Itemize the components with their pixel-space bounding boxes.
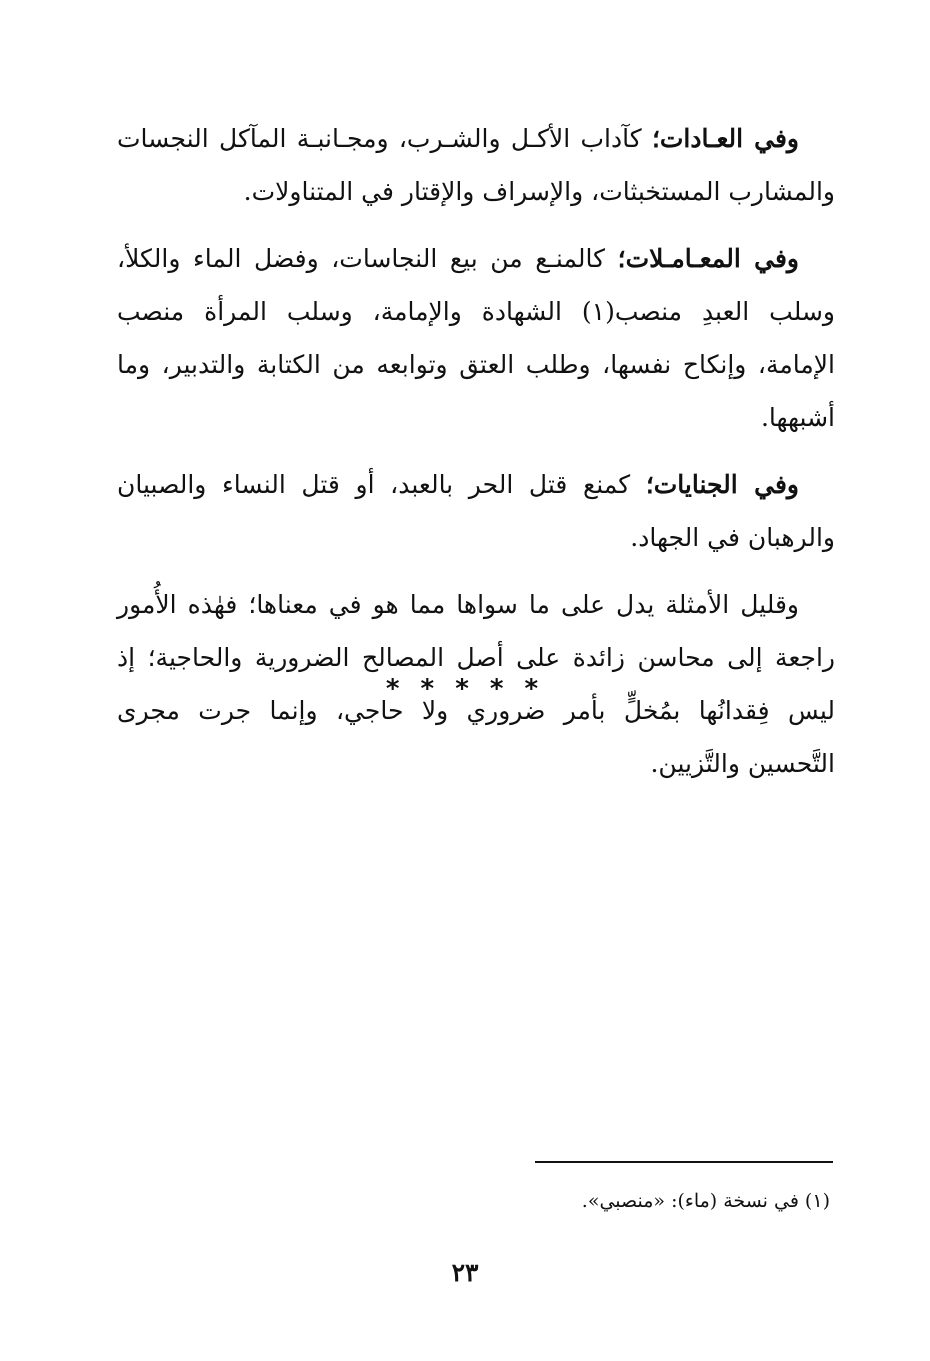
footnote: (١) في نسخة (ماء): «منصبي».: [581, 1190, 830, 1212]
paragraph-crimes: [117, 458, 835, 564]
paragraph-lead: وفي المعـامـلات؛: [617, 244, 800, 273]
paragraph-body: كآداب الأكـل والشـرب، ومجـانبـة المآكل النجسات والمشارب المستخبثات، والإسراف والإقتار في المتناولات.: [117, 124, 835, 206]
paragraph-lead: وفي الجنايات؛: [645, 470, 799, 499]
paragraph-customs: [117, 112, 835, 218]
paragraph-transactions: [117, 232, 835, 444]
section-separator: * * * * *: [385, 674, 545, 704]
footnote-divider: [535, 1161, 833, 1163]
paragraph-body: كالمنـع من بيع النجاسات، وفضل الماء والكلأ، وسلب العبدِ منصب(١) الشهادة والإمامة، وسلب المرأة منصب الإمامة، وإنكاح نفسها، وطلب العتق وتوابعه من الكتابة والتدبير، وما أشبهها.: [117, 244, 836, 432]
page-number: ٢٣: [451, 1258, 479, 1287]
paragraph-body: كمنع قتل الحر بالعبد، أو قتل النساء والصبيان والرهبان في الجهاد.: [117, 470, 835, 552]
paragraph-lead: وفي العـادات؛: [651, 124, 799, 153]
paragraph-body: وقليل الأمثلة يدل على ما سواها مما هو في معناها؛ فهٰذه الأُمور راجعة إلى محاسن زائدة على أصل المصالح الضرورية والحاجية؛ إذ ليس فِقدانُها بمُخلٍّ بأمر ضروري ولا حاجي، وإنما جرت مجرى التَّحسين والتَّزيين.: [117, 590, 835, 778]
